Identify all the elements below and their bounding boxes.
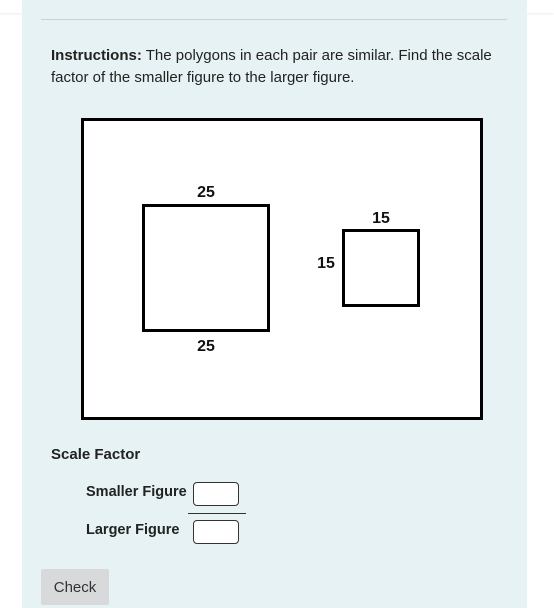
instructions xyxy=(51,45,501,89)
instructions-label: Instructions: xyxy=(51,47,142,64)
small-square-left-label: 15 xyxy=(317,255,335,272)
large-square-bottom-label: 25 xyxy=(197,338,215,355)
small-square-top-label: 15 xyxy=(372,210,390,227)
large-square-top-label: 25 xyxy=(197,184,215,201)
similar-squares-figure xyxy=(84,121,480,417)
scale-factor-heading: Scale Factor xyxy=(51,446,141,463)
large-square xyxy=(144,206,269,331)
check-button[interactable]: Check xyxy=(41,569,109,605)
instructions-text: The polygons in each pair are similar. Find the scale factor of the smaller figure to the larger figure. xyxy=(51,47,492,86)
small-square xyxy=(344,231,419,306)
divider xyxy=(41,19,507,20)
fraction-bar xyxy=(188,513,246,514)
figure-frame xyxy=(81,118,483,420)
larger-figure-input[interactable] xyxy=(193,520,239,544)
smaller-figure-label: Smaller Figure xyxy=(86,484,187,500)
smaller-figure-input[interactable] xyxy=(193,482,239,506)
larger-figure-label: Larger Figure xyxy=(86,522,180,538)
